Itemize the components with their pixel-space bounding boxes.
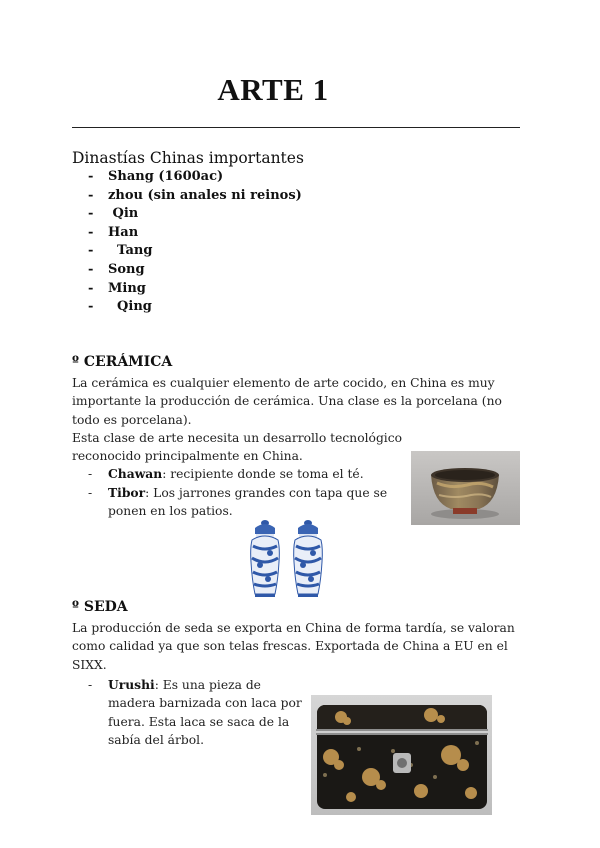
ceramica-heading: º CERÁMICA [72,354,173,370]
list-item: - Tang [88,243,153,259]
title-divider [72,127,520,128]
chawan-bowl-image [411,451,520,525]
urushi-box-image [311,695,492,815]
page-title: ARTE 1 [217,72,329,107]
urushi-item: - Urushi: Es una pieza de madera barnizada con laca por fuera. Esta laca se saca de la sabía del árbol. [88,677,302,747]
tibor-item: - Tibor: Los jarrones grandes con tapa que se ponen en los patios. [88,485,388,519]
list-item: - Shang (1600ac) [88,169,224,184]
seda-paragraph: La producción de seda se exporta en China de forma tardía, se valoran como calidad ya que son telas frescas. Exportada de China a EU en el SIXX. [72,621,515,672]
list-item: - Ming [88,280,146,296]
list-item: - Qing [88,299,152,315]
list-item: - Song [88,261,145,277]
dynasties-heading: Dinastías Chinas importantes [72,149,304,167]
tibor-jars-image [244,518,330,604]
list-item: - zhou (sin anales ni reinos) [88,187,302,203]
ceramica-paragraph: La cerámica es cualquier elemento de arte cocido, en China es muy importante la producción de cerámica. Una clase es la porcelana (no todo es porcelana). Esta clase de arte necesita un desarrollo tecnológico reconocido principalmente en China. [72,376,502,464]
list-item: - Han [88,224,139,240]
seda-heading: º SEDA [72,599,128,615]
list-item: - Qin [88,206,139,222]
chawan-item: - Chawan: recipiente donde se toma el té. [88,466,364,481]
dynasties-list [88,168,302,317]
